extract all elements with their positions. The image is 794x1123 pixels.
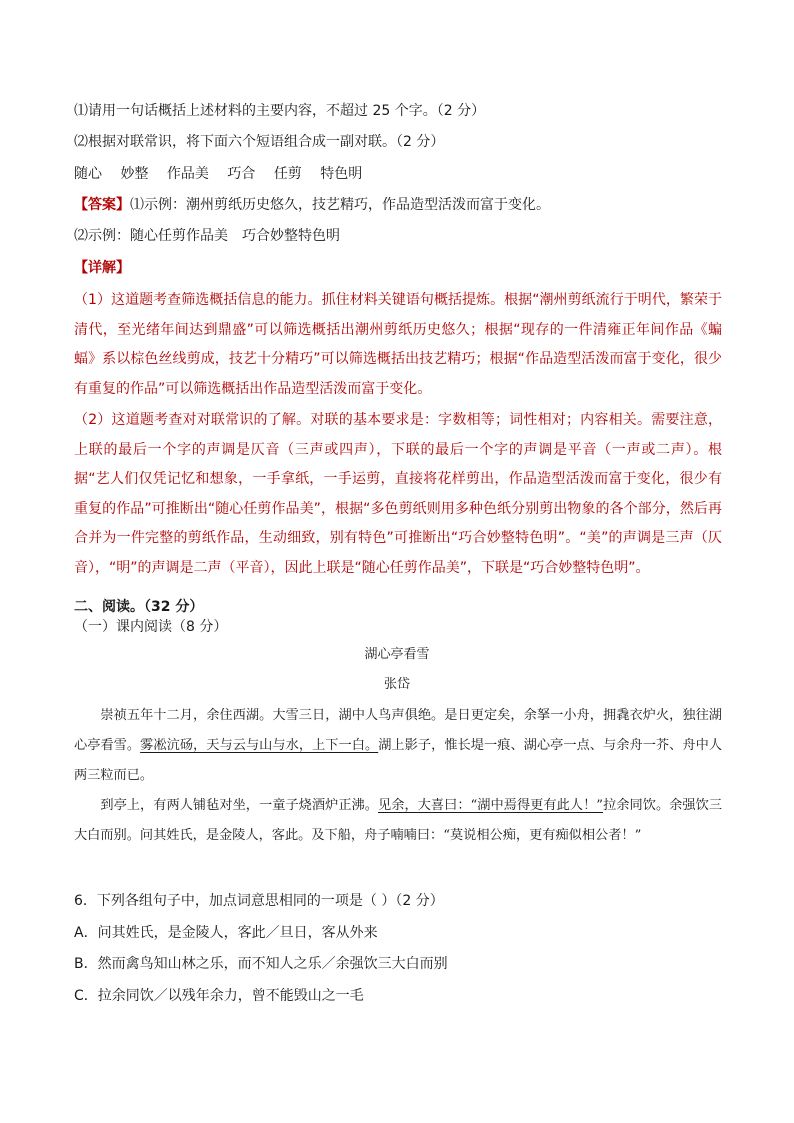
passage-text: 崇祯五年十二月，余住西湖。大雪三日，湖中人鸟声俱绝。是日更定矣，余拏一小舟，拥毳衣炉火，独往湖心亭看雪。 [74,708,722,753]
detail-paragraph-2: （2）这道题考查对对联常识的了解。对联的基本要求是：字数相等；词性相对；内容相关。需要注意，上联的最后一个字的声调是仄音（三声或四声），下联的最后一个字的声调是平音（一声或二声）。根据“艺人们仅凭记忆和想象，一手拿纸，一手运剪，直接将花样剪出，作品造型活泼而富于变化，很少有重复的作品”可推断出“随心任剪作品美”，根据“多色剪纸则用多种色纸分别剪出物象的各个部分，然后再合并为一件完整的剪纸作品，生动细致，别有特色”可推断出“巧合妙整特色明”。“美”的声调是三声（仄音），“明”的声调是二声（平音），因此上联是“随心任剪作品美”，下联是“巧合妙整特色明”。 [74,412,722,576]
passage-paragraph-1 [74,701,722,791]
question-1: ⑴请用一句话概括上述材料的主要内容，不超过 25 个字。（2 分） [74,103,486,119]
passage-text: 湖上影子，惟长堤一痕、湖心亭一点、与余舟一芥、舟中人两三粒而已。 [74,738,723,783]
answer-tag: 【答案】 [74,197,130,213]
section-title: 二、阅读。（32 分） [74,599,204,615]
passage-title: 湖心亭看雪 [364,647,430,662]
phrase-item: 作品美 [166,166,209,182]
passage-paragraph-2 [74,791,722,851]
phrase-item: 任剪 [273,166,302,182]
answer-line-1 [74,195,550,215]
passage-text: 拉余同饮。余强饮三大白而别。问其姓氏，是金陵人，客此。及下船，舟子喃喃曰：“莫说相公痴，更有痴似相公者！” [74,798,723,843]
detail-tag: 【详解】 [74,260,130,276]
phrase-item: 特色明 [320,166,363,182]
question-2: ⑵根据对联常识，将下面六个短语组合成一副对联。（2 分） [74,134,445,150]
underlined-sentence: 雾凇沆砀，天与云与山与水，上下一白。 [140,738,379,753]
answer-2: ⑵示例：随心任剪作品美 巧合妙整特色明 [74,228,340,244]
detail-paragraph-1: （1）这道题考查筛选概括信息的能力。抓住材料关键语句概括提炼。根据“潮州剪纸流行于明代，繁荣于清代，至光绪年间达到鼎盛”可以筛选概括出潮州剪纸历史悠久；根据“现存的一件清雍正年间作品《蝙蝠》系以棕色丝线剪成，技艺十分精巧”可以筛选概括出技艺精巧；根据“作品造型活泼而富于变化，很少有重复的作品”可以筛选概括出作品造型活泼而富于变化。 [74,292,722,397]
passage-author: 张岱 [383,677,410,692]
underlined-sentence: 见余，大喜曰：“湖中焉得更有此人！” [378,798,604,813]
phrase-item: 巧合 [227,166,256,182]
phrase-item: 随心 [74,166,102,182]
option-a: A．问其姓氏，是金陵人，客此／旦日，客从外来 [74,925,378,941]
passage-text: 到亭上，有两人铺毡对坐，一童子烧酒炉正沸。 [100,798,378,813]
option-c: C．拉余同饮／以残年余力，曾不能毁山之一毛 [74,988,364,1004]
phrase-list [74,164,362,184]
question-6-stem: 6．下列各组句子中，加点词意思相同的一项是（ ）（2 分） [74,893,444,909]
phrase-item: 妙整 [120,166,149,182]
section-subtitle: （一）课内阅读（8 分） [74,619,228,635]
option-b: B．然而禽鸟知山林之乐，而不知人之乐／余强饮三大白而别 [74,956,448,972]
answer-1: ⑴示例：潮州剪纸历史悠久，技艺精巧，作品造型活泼而富于变化。 [130,197,550,213]
